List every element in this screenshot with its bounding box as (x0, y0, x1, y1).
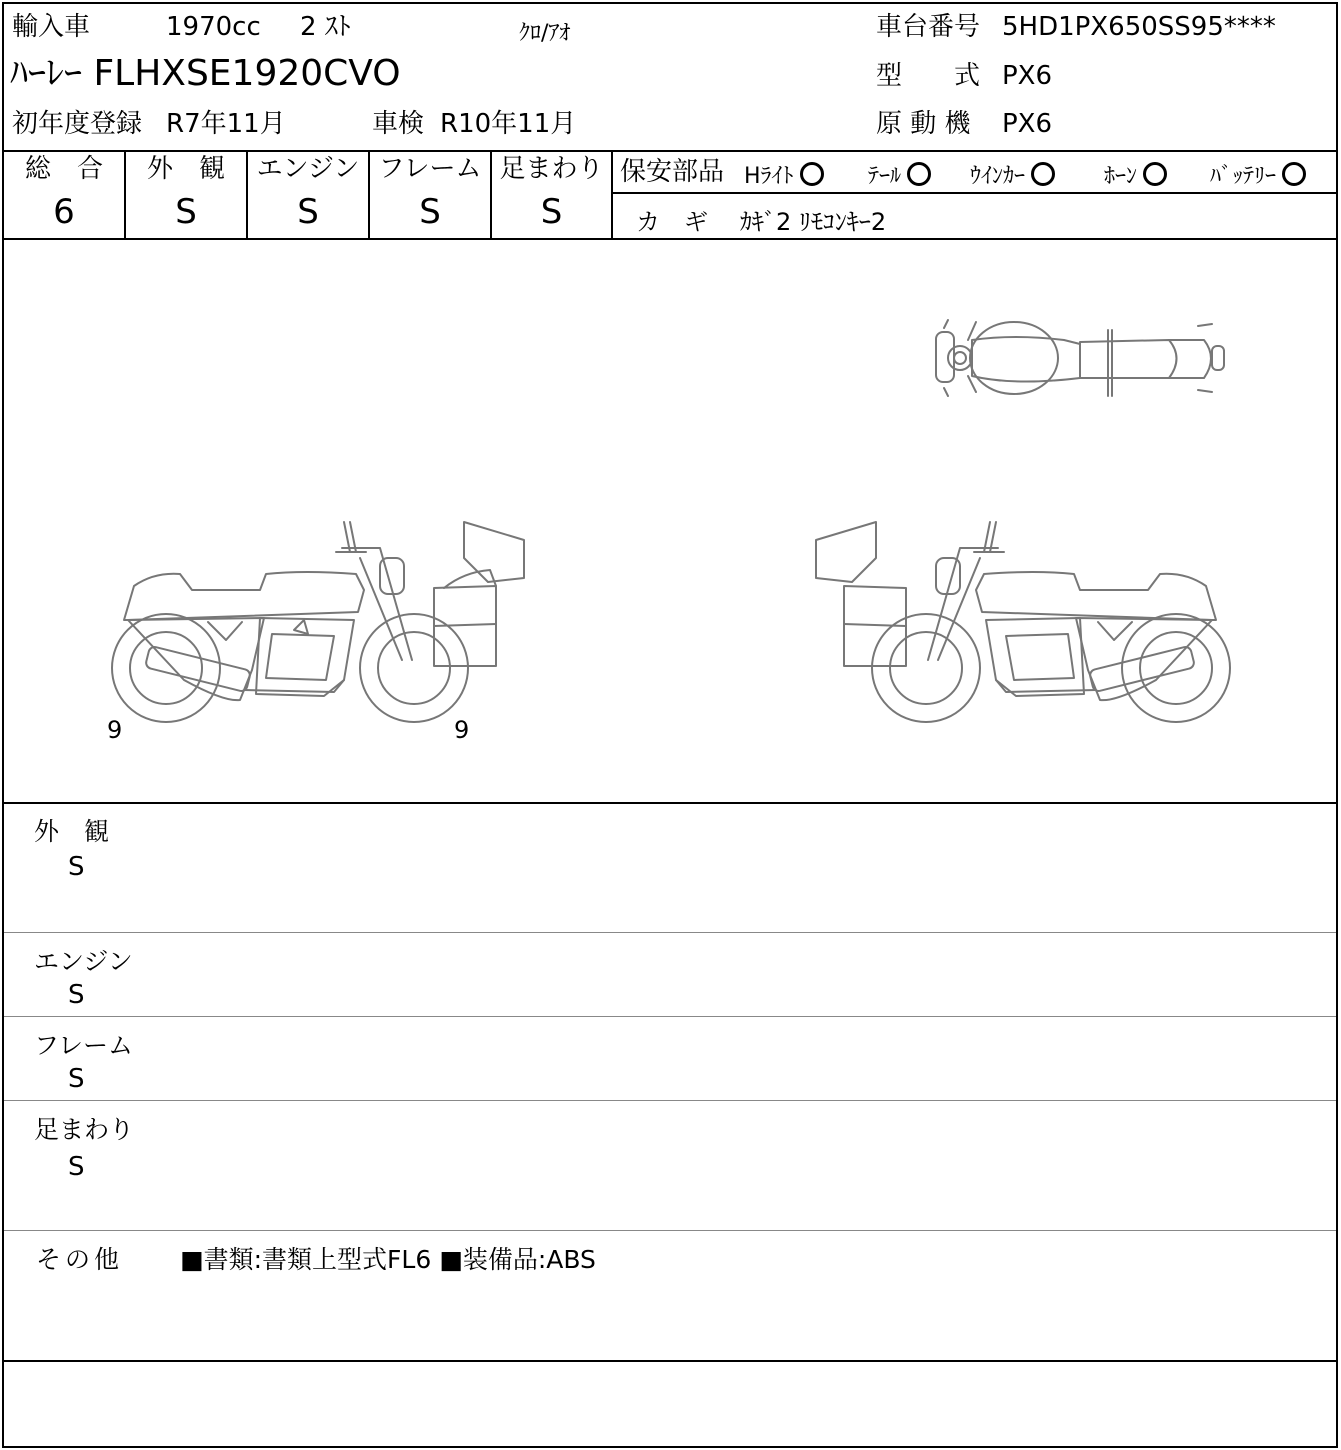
safety-parts-label: 保安部品 (620, 157, 725, 187)
stroke-type: 2 ｽﾄ (300, 12, 351, 42)
motorcycle-diagram (4, 240, 1336, 802)
engine-type-value: PX6 (1002, 109, 1053, 139)
ok-mark-icon (907, 162, 931, 186)
engine-type-label: 原 動 機 (876, 109, 971, 139)
displacement: 1970cc (166, 12, 261, 42)
divider (4, 1360, 1336, 1362)
other-label: その他 (36, 1245, 124, 1274)
grade-frame-label: フレーム (378, 154, 482, 184)
part-headlight: Hﾗｲﾄ (744, 159, 824, 190)
grade-overall-value: 6 (53, 192, 75, 232)
grade-overall-label: 総 合 (24, 154, 103, 184)
key-label: カ ギ (636, 208, 708, 236)
inspection-label: 車検 (372, 109, 425, 139)
part-horn: ﾎｰﾝ (1104, 159, 1167, 190)
ok-mark-icon (1282, 162, 1306, 186)
motorcycle-top-view-icon (936, 320, 1224, 396)
key-value: ｶｷﾞ2 ﾘﾓｺﾝｷｰ2 (740, 208, 887, 236)
first-registration-value: R7年11月 (166, 109, 286, 139)
comment-engine-value: S (68, 980, 85, 1010)
vehicle-color: ｸﾛ/ｱｵ (519, 21, 571, 46)
ok-mark-icon (800, 162, 824, 186)
motorcycle-left-view-icon (112, 522, 524, 722)
motorcycle-right-view-icon (816, 522, 1230, 722)
other-notes: ■書類:書類上型式FL6 ■装備品:ABS (180, 1245, 596, 1274)
grade-exterior-value: S (175, 192, 197, 232)
comment-suspension-value: S (68, 1152, 85, 1182)
inspection-value: R10年11月 (440, 109, 577, 139)
part-winker: ｳｲﾝｶｰ (970, 159, 1055, 190)
comment-suspension-label: 足まわり (34, 1115, 135, 1144)
frame-number-value: 5HD1PX650SS95**** (1002, 12, 1276, 42)
inspection-sheet (2, 2, 1338, 1448)
model-name: ﾊｰﾚｰ FLHXSE1920CVO (10, 53, 401, 94)
comment-frame-value: S (68, 1064, 85, 1094)
import-label: 輸入車 (12, 12, 91, 42)
grade-exterior-label: 外 観 (146, 154, 225, 184)
divider (4, 802, 1336, 804)
model-type-label: 型 式 (876, 61, 981, 91)
comment-engine-label: エンジン (34, 947, 133, 976)
frame-number-label: 車台番号 (876, 12, 981, 42)
ok-mark-icon (1143, 162, 1167, 186)
part-battery: ﾊﾞｯﾃﾘｰ (1210, 159, 1306, 190)
tire-front-wear: 9 (454, 716, 470, 744)
grade-suspension-value: S (540, 192, 563, 232)
grade-frame-value: S (419, 192, 441, 232)
grade-engine-value: S (297, 192, 319, 232)
comment-exterior-label: 外 観 (34, 817, 110, 846)
part-taillight: ﾃｰﾙ (868, 159, 931, 190)
grade-engine-label: エンジン (256, 154, 360, 184)
first-registration-label: 初年度登録 (12, 109, 143, 139)
tire-rear-wear: 9 (107, 716, 123, 744)
grade-suspension-label: 足まわり (499, 154, 604, 184)
comment-frame-label: フレーム (34, 1031, 134, 1060)
model-type-value: PX6 (1002, 61, 1053, 91)
grade-row (4, 152, 1336, 238)
ok-mark-icon (1031, 162, 1055, 186)
comment-exterior-value: S (68, 852, 85, 882)
